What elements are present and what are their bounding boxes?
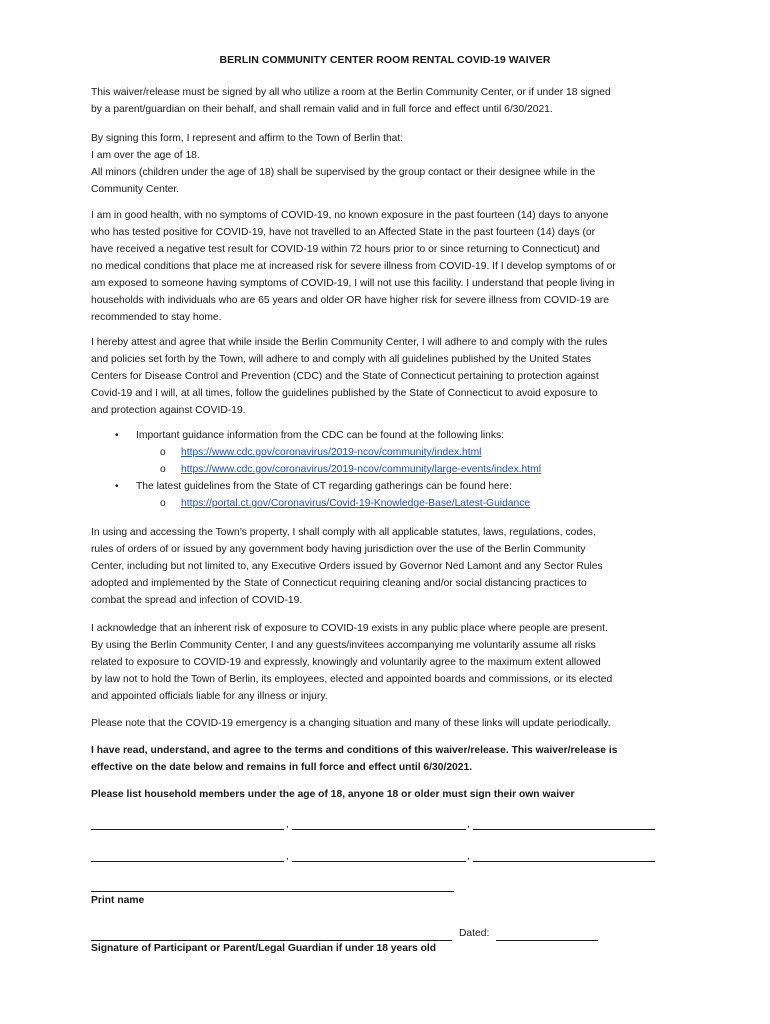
attest-line: I hereby attest and agree that while inside the Berlin Community Center, I will adhere to and comply with the rules xyxy=(91,337,608,348)
intro-paragraph xyxy=(91,84,687,118)
intro-line: This waiver/release must be signed by all who utilize a room at the Berlin Community Center, or if under 18 signed xyxy=(91,87,611,98)
comma-separator: , xyxy=(286,851,289,862)
risk-line: and appointed officials liable for any illness or injury. xyxy=(91,691,328,702)
affirm-paragraph xyxy=(91,130,687,198)
agreement-paragraph xyxy=(91,742,687,776)
household-member-field[interactable] xyxy=(473,829,655,830)
signature-field[interactable] xyxy=(91,940,452,941)
sub-bullet-marker: o xyxy=(160,498,166,509)
agreement-line: effective on the date below and remains in full force and effect until 6/30/2021. xyxy=(91,762,473,773)
bullet-marker: • xyxy=(115,481,119,492)
affirm-line: Community Center. xyxy=(91,184,180,195)
health-line: am exposed to someone having symptoms of COVID-19, I will not use this facility. I understand that people living in xyxy=(91,278,615,289)
risk-line: I acknowledge that an inherent risk of exposure to COVID-19 exists in any public place where people are present. xyxy=(91,623,608,634)
cdc-community-link[interactable]: https://www.cdc.gov/coronavirus/2019-ncov/community/index.html xyxy=(181,447,482,458)
attest-line: and protection against COVID-19. xyxy=(91,405,246,416)
household-member-field[interactable] xyxy=(292,861,466,862)
agreement-line: I have read, understand, and agree to the terms and conditions of this waiver/release. This waiver/release is xyxy=(91,745,618,756)
document-title: BERLIN COMMUNITY CENTER ROOM RENTAL COVID-19 WAIVER xyxy=(219,54,551,66)
household-instruction-line: Please list household members under the age of 18, anyone 18 or older must sign their own waiver xyxy=(91,789,575,800)
comma-separator: , xyxy=(286,819,289,830)
attest-paragraph xyxy=(91,334,687,419)
health-paragraph xyxy=(91,207,687,326)
health-line: have received a negative test result for COVID-19 within 72 hours prior to or since returning to Connecticut) and xyxy=(91,244,600,255)
attest-line: and policies set forth by the Town, will adhere to and comply with all guidelines published by the United States xyxy=(91,354,592,365)
property-line: combat the spread and infection of COVID-19. xyxy=(91,595,303,606)
cdc-guidance-text: Important guidance information from the CDC can be found at the following links: xyxy=(136,430,505,441)
property-paragraph xyxy=(91,524,687,609)
property-line: adopted and implemented by the State of Connecticut requiring cleaning and/or social distancing practices to xyxy=(91,578,587,589)
bullet-marker: • xyxy=(115,430,119,441)
affirm-line: I am over the age of 18. xyxy=(91,150,200,161)
health-line: no medical conditions that place me at increased risk for severe illness from COVID-19. If I develop symptoms of or xyxy=(91,261,616,272)
property-line: In using and accessing the Town’s property, I shall comply with all applicable statutes, laws, regulations, codes, xyxy=(91,527,596,538)
dated-label: Dated: xyxy=(459,928,490,939)
property-line: rules of orders of or issued by any government body having jurisdiction over the use of the Berlin Community xyxy=(91,544,586,555)
affirm-line: By signing this form, I represent and affirm to the Town of Berlin that: xyxy=(91,133,404,144)
household-member-field[interactable] xyxy=(91,829,284,830)
risk-line: related to exposure to COVID-19 and expressly, knowingly and voluntarily agree to the maximum extent allowed xyxy=(91,657,601,668)
risk-line: By using the Berlin Community Center, I and any guests/invitees accompanying me voluntarily assume all risks xyxy=(91,640,596,651)
health-line: who has tested positive for COVID-19, have not travelled to an Affected State in the past fourteen (14) days (or xyxy=(91,227,596,238)
ct-guidance-text: The latest guidelines from the State of CT regarding gatherings can be found here: xyxy=(136,481,512,492)
household-instruction xyxy=(91,786,687,803)
property-line: Center, including but not limited to, any Executive Orders issued by Governor Ned Lamont and any Sector Rules xyxy=(91,561,603,572)
comma-separator: , xyxy=(467,851,470,862)
risk-paragraph xyxy=(91,620,687,705)
signature-label: Signature of Participant or Parent/Legal Guardian if under 18 years old xyxy=(91,943,437,954)
print-name-field[interactable] xyxy=(91,891,454,892)
ct-guidance-link[interactable]: https://portal.ct.gov/Coronavirus/Covid-19-Knowledge-Base/Latest-Guidance xyxy=(181,498,531,509)
cdc-large-events-link[interactable]: https://www.cdc.gov/coronavirus/2019-ncov/community/large-events/index.html xyxy=(181,464,541,475)
sub-bullet-marker: o xyxy=(160,447,166,458)
health-line: recommended to stay home. xyxy=(91,312,222,323)
risk-line: by law not to hold the Town of Berlin, its employees, elected and appointed boards and commissions, or its elected xyxy=(91,674,613,685)
household-member-field[interactable] xyxy=(473,861,655,862)
note-paragraph xyxy=(91,715,687,732)
attest-line: Centers for Disease Control and Prevention (CDC) and the State of Connecticut pertaining to protection against xyxy=(91,371,599,382)
health-line: households with individuals who are 65 years and older OR have higher risk for severe illness from COVID-19 are xyxy=(91,295,609,306)
household-member-field[interactable] xyxy=(91,861,284,862)
note-line: Please note that the COVID-19 emergency is a changing situation and many of these links will update periodically. xyxy=(91,718,611,729)
health-line: I am in good health, with no symptoms of COVID-19, no known exposure in the past fourteen (14) days to anyone xyxy=(91,210,609,221)
affirm-line: All minors (children under the age of 18) shall be supervised by the group contact or their designee while in the xyxy=(91,167,596,178)
intro-line: by a parent/guardian on their behalf, and shall remain valid and in full force and effect until 6/30/2021. xyxy=(91,104,553,115)
date-field[interactable] xyxy=(496,940,598,941)
print-name-label: Print name xyxy=(91,895,145,906)
attest-line: Covid-19 and I will, at all times, follow the guidelines published by the State of Connecticut to avoid exposure to xyxy=(91,388,598,399)
comma-separator: , xyxy=(467,819,470,830)
household-member-field[interactable] xyxy=(292,829,466,830)
sub-bullet-marker: o xyxy=(160,464,166,475)
